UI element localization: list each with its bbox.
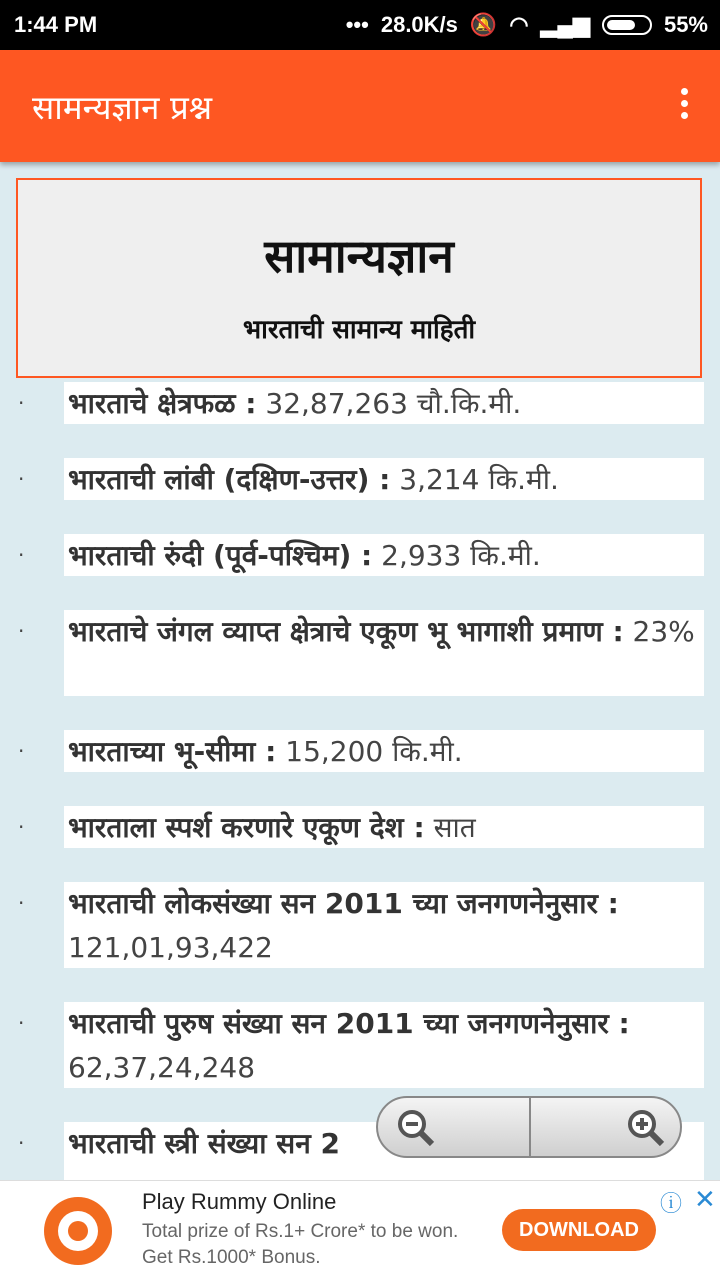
status-time: 1:44 PM [14,12,98,37]
list-item: भारताचे क्षेत्रफळ : 32,87,263 चौ.कि.मी. [64,382,704,424]
list-item: भारताच्या भू-सीमा : 15,200 कि.मी. [64,730,704,772]
list-item: भारताची पुरुष संख्या सन 2011 च्या जनगणनेनुसार : 62,37,24,248 [64,1002,704,1088]
bullet: · [18,467,25,491]
ad-banner[interactable] [0,1180,720,1281]
list-item: भारताला स्पर्श करणारे एकूण देश : सात [64,806,704,848]
bullet: · [18,1131,25,1155]
ad-title: Play Rummy Online [142,1189,337,1214]
bullet: · [18,391,25,415]
list-item: भारताची स्त्री संख्या सन 2 [64,1122,704,1180]
bullet: · [18,739,25,763]
zoom-controls [376,1096,682,1158]
bullet: · [18,619,25,643]
app-title: सामन्यज्ञान प्रश्न [32,88,213,127]
status-dots: ••• [345,12,369,37]
battery-icon [602,15,652,35]
list-item: भारताचे जंगल व्याप्त क्षेत्राचे एकूण भू भागाशी प्रमाण : 23% [64,610,704,696]
info-icon[interactable]: ⓘ [660,1192,683,1217]
network-speed: 28.0K/s [380,12,458,37]
battery-level: 55% [663,12,708,37]
app-bar [0,50,720,162]
zoom-in-icon[interactable] [626,1108,666,1148]
wifi-icon: ◠ [509,12,529,37]
status-bar [0,0,720,50]
ad-logo [44,1197,112,1265]
close-icon[interactable]: ✕ [694,1185,716,1215]
list-item: भारताची रुंदी (पूर्व-पश्चिम) : 2,933 कि.मी. [64,534,704,576]
bullet: · [18,543,25,567]
list-item: भारताची लांबी (दक्षिण-उत्तर) : 3,214 कि.मी. [64,458,704,500]
signal-icon: ▂▄▆ [540,12,590,37]
bullet: · [18,1011,25,1035]
page-title: सामान्यज्ञान [264,229,454,283]
download-button[interactable]: DOWNLOAD [502,1209,656,1251]
zoom-out-icon[interactable] [396,1108,436,1148]
list-item: भारताची लोकसंख्या सन 2011 च्या जनगणनेनुसार : 121,01,93,422 [64,882,704,968]
header-card [16,178,702,378]
bullet: · [18,815,25,839]
content-area[interactable] [0,162,720,1180]
status-icons [346,12,708,38]
mute-icon: 🔕 [469,12,498,37]
bullet: · [18,891,25,915]
ad-body: Total prize of Rs.1+ Crore* to be won. Get Rs.1000* Bonus. [142,1221,459,1268]
overflow-menu-icon[interactable] [678,88,690,124]
page-subtitle: भारताची सामान्य माहिती [242,315,476,345]
